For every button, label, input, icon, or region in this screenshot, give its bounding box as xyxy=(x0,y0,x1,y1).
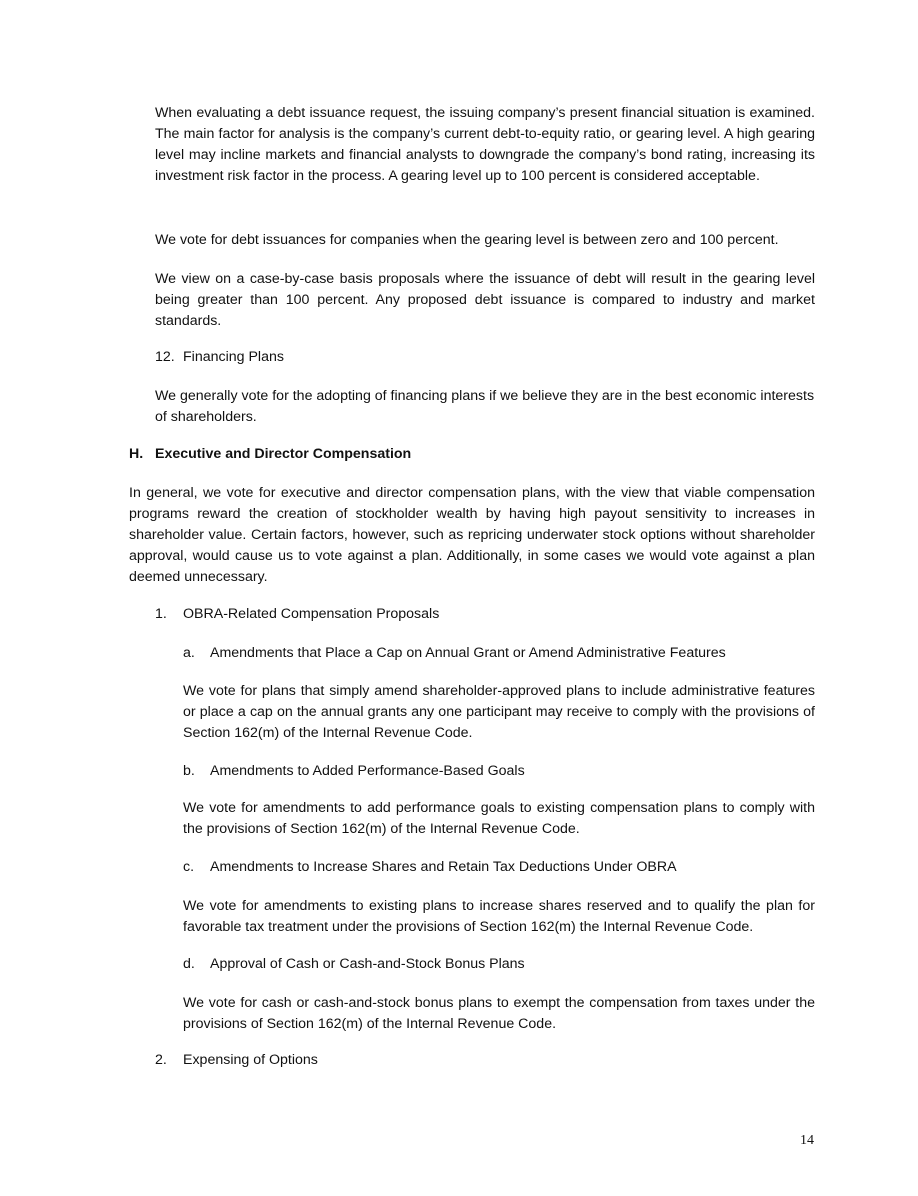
sub-item-d-body: We vote for cash or cash-and-stock bonus plans to exempt the compensation from taxes under the provisions of Section 162(m) of the Internal Revenue Code. xyxy=(183,995,815,1032)
sub-item-b-heading xyxy=(183,761,815,782)
sub-item-c-body: We vote for amendments to existing plans to increase shares reserved and to qualify the plan for favorable tax treatment under the provisions of Section 162(m) the Internal Revenue Code. xyxy=(183,898,815,935)
list-item-1-number: 1. xyxy=(155,606,167,622)
sub-item-b-body: We vote for amendments to add performance goals to existing compensation plans to comply with the provisions of Section 162(m) of the Internal Revenue Code. xyxy=(183,800,815,837)
section-h-heading xyxy=(129,444,815,465)
sub-item-d-title: Approval of Cash or Cash-and-Stock Bonus Plans xyxy=(210,956,525,972)
list-item-1-title: OBRA-Related Compensation Proposals xyxy=(183,606,440,622)
sub-item-c-heading xyxy=(183,857,815,878)
paragraph-financing-plans: We generally vote for the adopting of financing plans if we believe they are in the best economic interests of shareholders. xyxy=(155,388,815,425)
paragraph-case-by-case-debt: We view on a case-by-case basis proposals where the issuance of debt will result in the gearing level being greater than 100 percent. Any proposed debt issuance is compared to industry and market standards. xyxy=(155,271,815,329)
list-item-2-number: 2. xyxy=(155,1052,167,1068)
sub-item-a-letter: a. xyxy=(183,645,195,661)
list-item-1-heading xyxy=(155,604,815,625)
sub-item-c-title: Amendments to Increase Shares and Retain Tax Deductions Under OBRA xyxy=(210,859,677,875)
paragraph-compensation-intro: In general, we vote for executive and director compensation plans, with the view that viable compensation programs reward the creation of stockholder wealth by having high payout sensitivity to increases in shareholder value. Certain factors, however, such as repricing underwater stock options without shareholder approval, would cause us to vote against a plan. Additionally, in some cases we would vote against a plan deemed unnecessary. xyxy=(129,485,815,585)
sub-item-a-heading xyxy=(183,643,815,664)
sub-item-d-heading xyxy=(183,954,815,975)
page-number: 14 xyxy=(800,1133,814,1148)
item-12-number: 12. xyxy=(155,349,175,365)
sub-item-b-letter: b. xyxy=(183,763,195,779)
list-item-2-title: Expensing of Options xyxy=(183,1052,318,1068)
sub-item-c-letter: c. xyxy=(183,859,195,875)
item-12-heading xyxy=(155,347,815,368)
list-item-2-heading xyxy=(155,1050,815,1071)
sub-item-b-title: Amendments to Added Performance-Based Goals xyxy=(210,763,525,779)
sub-item-d-letter: d. xyxy=(183,956,195,972)
section-h-letter: H. xyxy=(129,446,144,462)
paragraph-debt-issuance-evaluation: When evaluating a debt issuance request, the issuing company’s present financial situation is examined. The main factor for analysis is the company’s current debt-to-equity ratio, or gearing level. A high gearing level may incline markets and financial analysts to downgrade the company’s bond rating, increasing its investment risk factor in the process. A gearing level up to 100 percent is considered acceptable. xyxy=(155,105,815,184)
section-h-title: Executive and Director Compensation xyxy=(155,446,412,462)
sub-item-a-title: Amendments that Place a Cap on Annual Grant or Amend Administrative Features xyxy=(210,645,726,661)
sub-item-a-body: We vote for plans that simply amend shareholder-approved plans to include administrative features or place a cap on the annual grants any one participant may receive to comply with the provisions of Section 162(m) of the Internal Revenue Code. xyxy=(183,683,815,741)
paragraph-debt-vote-policy: We vote for debt issuances for companies when the gearing level is between zero and 100 percent. xyxy=(155,232,779,248)
item-12-title: Financing Plans xyxy=(183,349,284,365)
